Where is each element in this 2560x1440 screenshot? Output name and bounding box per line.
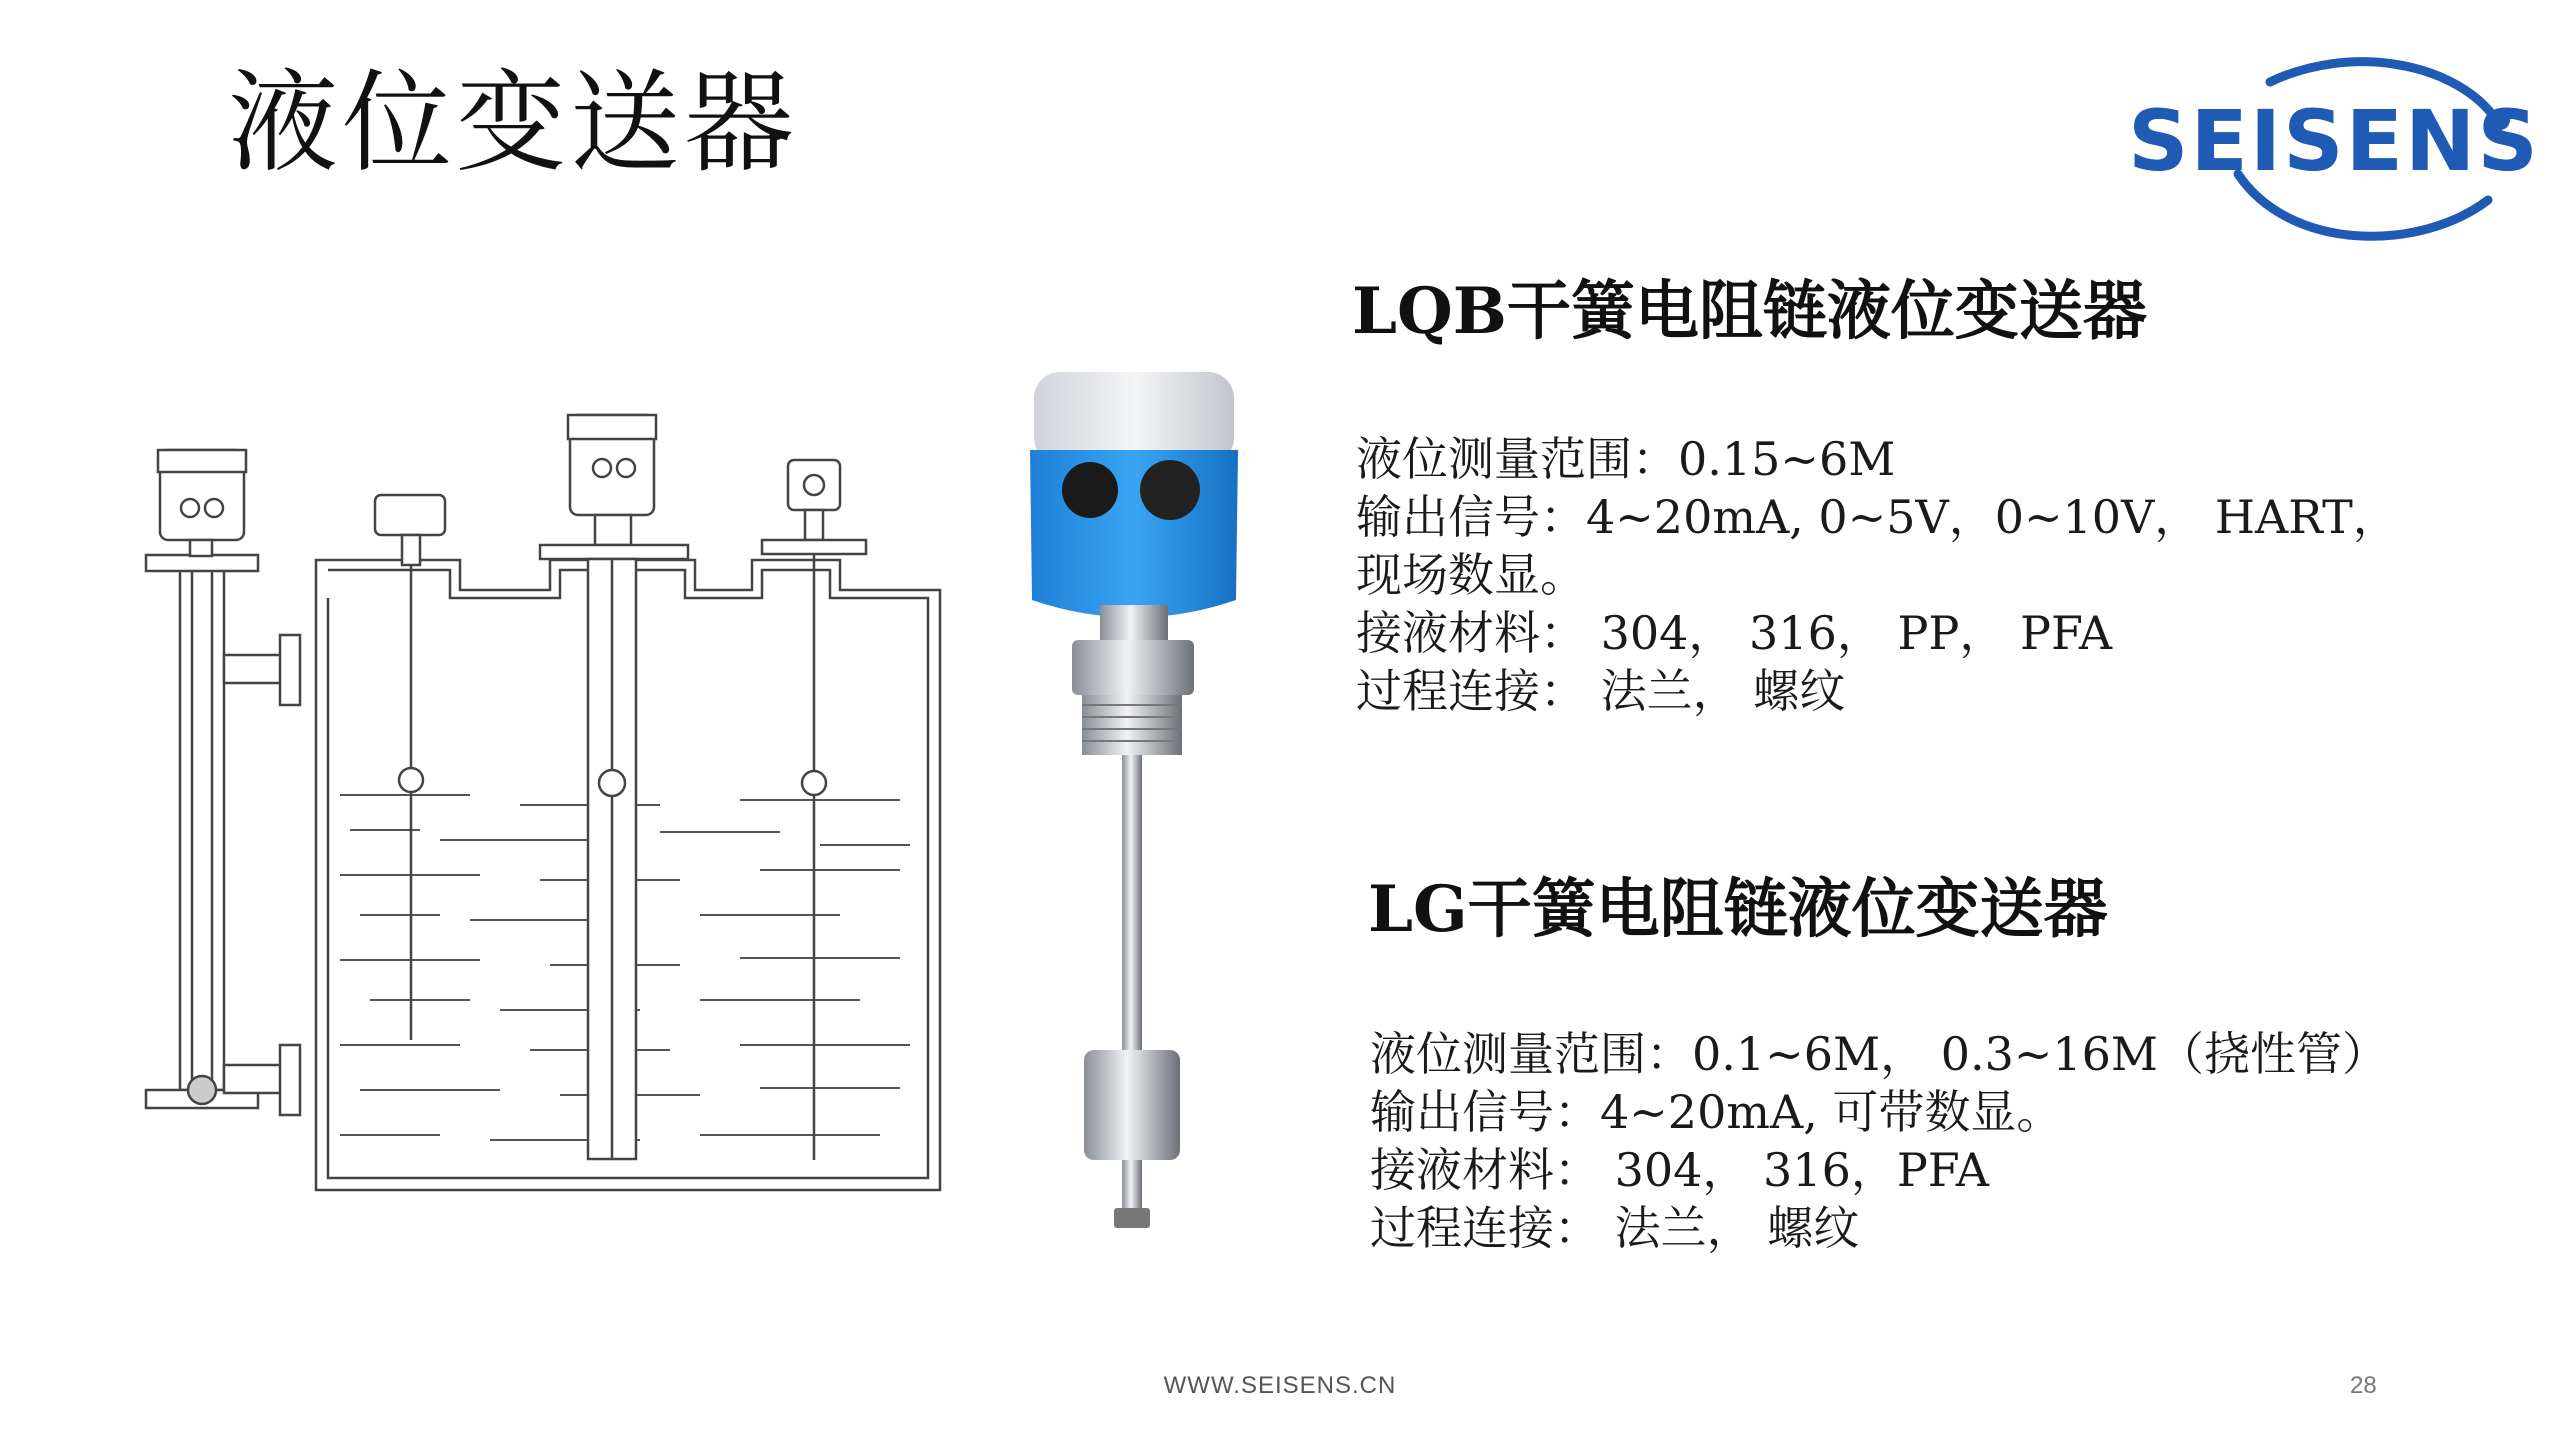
logo-wordmark: SEISENS <box>2128 92 2540 190</box>
spec-list-lqb <box>1356 430 2406 720</box>
spec-process-connection: 过程连接： 法兰， 螺纹 <box>1356 664 1846 718</box>
page-number: 28 <box>2350 1372 2377 1399</box>
spec-output-signal: 输出信号：4~20mA, 0~5V，0~10V， HART， 现场数显。 <box>1356 490 2399 602</box>
tank-installation-diagram <box>140 400 960 1200</box>
spec-output-signal: 输出信号：4~20mA, 可带数显。 <box>1370 1085 2063 1139</box>
footer-url: WWW.SEISENS.CN <box>1163 1372 1397 1399</box>
spec-process-connection: 过程连接： 法兰， 螺纹 <box>1370 1201 1860 1255</box>
spec-list-lg <box>1370 1025 2388 1257</box>
seisens-logo <box>2120 52 2540 242</box>
product-heading-lqb: LQB干簧电阻链液位变送器 <box>1352 274 2147 349</box>
page-title: 液位变送器 <box>228 59 798 187</box>
product-heading-lg: LG干簧电阻链液位变送器 <box>1368 872 2108 947</box>
product-photo <box>1010 360 1250 1260</box>
spec-measure-range: 液位测量范围：0.15~6M <box>1356 432 1896 486</box>
spec-wetted-material: 接液材料： 304， 316， PP， PFA <box>1356 606 2113 660</box>
spec-wetted-material: 接液材料： 304， 316，PFA <box>1370 1143 1989 1197</box>
spec-measure-range: 液位测量范围：0.1~6M， 0.3~16M（挠性管） <box>1370 1027 2389 1081</box>
